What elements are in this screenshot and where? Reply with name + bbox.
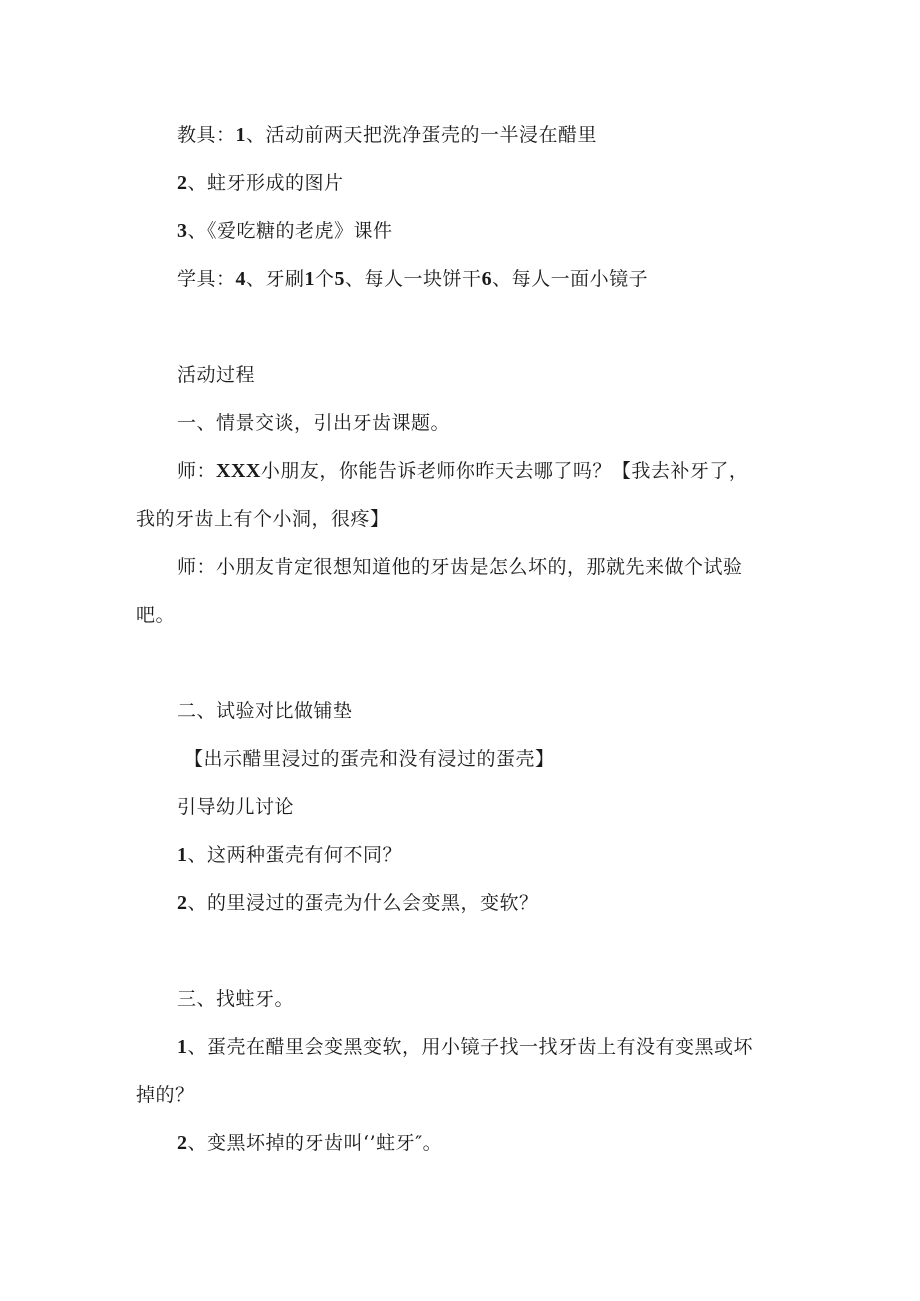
item-text: 、变黑坏掉的牙齿叫‘’蛀牙″。	[187, 1132, 443, 1154]
learning-tools-text: 、每人一面小镜子	[492, 268, 649, 290]
learning-tools-label: 学具：	[177, 268, 236, 290]
teaching-tools-line-2	[177, 170, 344, 196]
item-number: 1	[235, 124, 247, 146]
process-heading: 活动过程	[177, 364, 256, 386]
teaching-tools-item-3: 、《爱吃糖的老虎》课件	[187, 220, 393, 242]
teaching-tools-item-1: 、活动前两天把洗净蛋壳的一半浸在醋里	[246, 124, 598, 146]
dialogue-text: 小朋友，你能告诉老师你昨天去哪了吗？【我去补牙了，	[260, 460, 749, 482]
item-number: 6	[481, 268, 493, 290]
section-1-title: 一、情景交谈，引出牙齿课题。	[177, 412, 451, 434]
question-text: 、的里浸过的蛋壳为什么会变黑，变软？	[187, 892, 539, 914]
child-name: XXX	[216, 460, 261, 482]
learning-tools-line	[177, 266, 648, 292]
section-3-item-1-line-2: 掉的？	[136, 1084, 195, 1106]
dialogue-2-line-1: 师：小朋友肯定很想知道他的牙齿是怎么坏的，那就先来做个试验	[177, 556, 743, 578]
section-2-guide: 引导幼儿讨论	[177, 796, 295, 818]
teaching-tools-line-3	[177, 218, 393, 244]
section-3-item-2	[177, 1130, 442, 1156]
item-number: 5	[334, 268, 346, 290]
section-2-question-1	[177, 842, 402, 868]
item-number: 1	[177, 844, 188, 866]
dialogue-prefix: 师：	[177, 460, 217, 482]
learning-tools-text: 、每人一块饼干	[345, 268, 482, 290]
item-number: 4	[235, 268, 247, 290]
section-2-question-2	[177, 890, 539, 916]
section-3-item-1-line-1	[177, 1034, 753, 1060]
item-number: 1	[177, 1036, 188, 1058]
teaching-tools-item-2: 、蛀牙形成的图片	[187, 172, 344, 194]
item-number: 1	[304, 268, 316, 290]
section-2-show: 【出示醋里浸过的蛋壳和没有浸过的蛋壳】	[184, 748, 555, 770]
dialogue-1-line-2: 我的牙齿上有个小洞，很疼】	[136, 508, 390, 530]
section-2-title: 二、试验对比做铺垫	[177, 700, 353, 722]
item-number: 2	[177, 1132, 188, 1154]
dialogue-1-line-1	[177, 458, 748, 484]
teaching-tools-label: 教具：	[177, 124, 236, 146]
question-text: 、这两种蛋壳有何不同？	[187, 844, 403, 866]
teaching-tools-line-1	[177, 122, 597, 148]
learning-tools-text: 、牙刷	[246, 268, 305, 290]
item-number: 3	[177, 220, 188, 242]
dialogue-2-line-2: 吧。	[136, 604, 176, 626]
item-number: 2	[177, 892, 188, 914]
learning-tools-text: 个	[315, 268, 335, 290]
section-3-title: 三、找蛀牙。	[177, 988, 295, 1010]
item-text: 、蛋壳在醋里会变黑变软，用小镜子找一找牙齿上有没有变黑或坏	[187, 1036, 754, 1058]
item-number: 2	[177, 172, 188, 194]
